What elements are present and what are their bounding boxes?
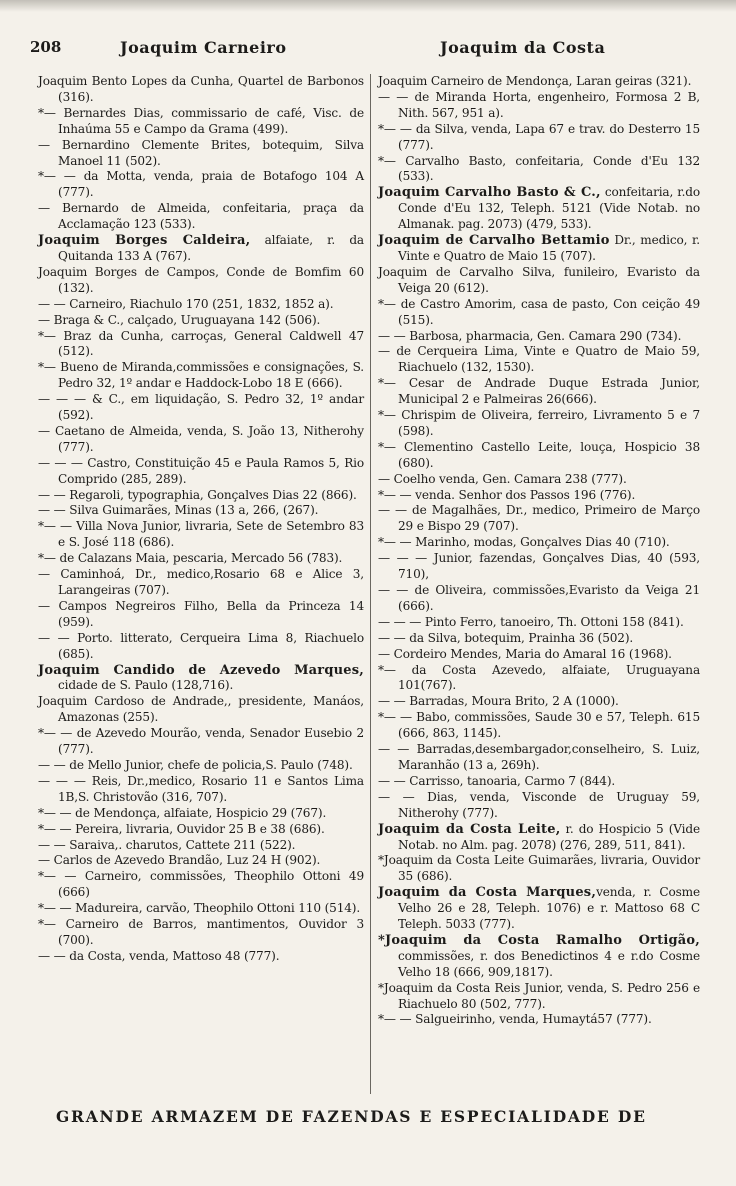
entry-text: *— Carvalho Basto, confeitaria, Conde d'Eu 132 (533). <box>378 153 700 184</box>
entry-text: — — Silva Guimarães, Minas (13 a, 266, (267). <box>38 503 319 518</box>
entry-text: *— — venda. Senhor dos Passos 196 (776). <box>378 487 636 502</box>
directory-entry <box>378 583 700 615</box>
entry-text: — — Dias, venda, Visconde de Uruguay 59, Nitherohy (777). <box>378 789 700 820</box>
directory-entry <box>38 74 364 106</box>
directory-entry <box>378 329 700 345</box>
right-running-head: Joaquim da Costa <box>440 38 606 57</box>
entry-text: *— Carneiro de Barros, mantimentos, Ouvidor 3 (700). <box>38 917 364 947</box>
directory-entry <box>38 138 364 170</box>
directory-entry <box>38 774 364 806</box>
directory-entry <box>378 440 700 472</box>
directory-entry <box>38 265 364 297</box>
directory-entry <box>378 408 700 440</box>
entry-text: — — — Junior, fazendas, Gonçalves Dias, 40 (593, 710), <box>378 551 700 582</box>
entry-text: — — de Oliveira, commissões,Evaristo da Veiga 21 (666). <box>378 583 700 613</box>
page-header <box>30 38 720 62</box>
entry-text: *— da Costa Azevedo, alfaiate, Uruguayana 101(767). <box>378 662 700 693</box>
directory-entry <box>378 853 700 885</box>
directory-entry <box>378 790 700 822</box>
entry-text: *— — Pereira, livraria, Ouvidor 25 B e 38 (686). <box>38 821 325 836</box>
entry-text: *— — da Silva, venda, Lapa 67 e trav. do Desterro 15 (777). <box>378 121 700 152</box>
entry-text: *— — Villa Nova Junior, livraria, Sete de Setembro 83 e S. José 118 (686). <box>38 519 364 550</box>
entry-text: *— Cesar de Andrade Duque Estrada Junior, Municipal 2 e Palmeiras 26(666). <box>378 376 700 407</box>
directory-entry <box>38 726 364 758</box>
entry-text: — — de Magalhães, Dr., medico, Primeiro de Março 29 e Bispo 29 (707). <box>378 503 700 534</box>
directory-entry <box>378 981 700 1013</box>
directory-entry <box>378 472 700 488</box>
directory-entry <box>38 631 364 663</box>
entry-text: *— — Carneiro, commissões, Theophilo Ottoni 49 (666) <box>38 869 364 900</box>
directory-entry <box>378 122 700 154</box>
entry-text: *Joaquim da Costa Reis Junior, venda, S. Pedro 256 e Riachuelo 80 (502, 777). <box>378 980 700 1011</box>
directory-entry <box>378 503 700 535</box>
entry-text: — — — Pinto Ferro, tanoeiro, Th. Ottoni 158 (841). <box>378 614 684 629</box>
directory-entry <box>38 488 364 504</box>
directory-entry <box>38 838 364 854</box>
entry-text: *— — Marinho, modas, Gonçalves Dias 40 (710). <box>378 535 670 550</box>
directory-entry <box>38 822 364 838</box>
directory-entry <box>378 90 700 122</box>
directory-entry <box>38 313 364 329</box>
directory-entry <box>38 853 364 869</box>
entry-text: — — Barbosa, pharmacia, Gen. Camara 290 (734). <box>378 328 682 343</box>
entry-text: — — Barradas,desembargador,conselheiro, S. Luiz, Maranhão (13 a, 269h). <box>378 742 700 772</box>
entry-text: *— Braz da Cunha, carroças, General Caldwell 47 (512). <box>38 328 364 359</box>
left-running-head: Joaquim Carneiro <box>120 38 287 57</box>
directory-entry <box>378 551 700 583</box>
directory-entry <box>378 376 700 408</box>
entry-text: *— — Babo, commissões, Saude 30 e 57, Teleph. 615 (666, 863, 1145). <box>378 710 700 741</box>
directory-entry <box>38 169 364 201</box>
directory-entry <box>38 297 364 313</box>
entry-text: — — — Castro, Constituição 45 e Paula Ramos 5, Rio Comprido (285, 289). <box>38 455 364 486</box>
entry-text: *— Clementino Castello Leite, louça, Hospicio 38 (680). <box>378 439 700 470</box>
entry-text: — — Barradas, Moura Brito, 2 A (1000). <box>378 694 619 709</box>
entry-text: confeitaria, r.do Conde d'Eu 132, Teleph. 5121 (Vide Notab. no Almanak. pag. 2073) (479, 533). <box>398 185 700 232</box>
directory-entry <box>378 710 700 742</box>
directory-entry <box>38 106 364 138</box>
entry-text: — de Cerqueira Lima, Vinte e Quatro de Maio 59, Riachuelo (132, 1530). <box>378 344 700 375</box>
directory-entry <box>378 647 700 663</box>
entry-text: Joaquim Bento Lopes da Cunha, Quartel de Barbonos (316). <box>38 74 364 104</box>
entry-text: — — Saraiva,. charutos, Cattete 211 (522). <box>38 837 296 852</box>
directory-entry <box>378 74 700 90</box>
directory-entry <box>38 917 364 949</box>
entry-text: alfaiate, r. da Quitanda 133 A (767). <box>58 233 364 263</box>
footer-banner: GRANDE ARMAZEM DE FAZENDAS E ESPECIALIDADE DE <box>56 1107 647 1126</box>
entry-text: *— — Madureira, carvão, Theophilo Ottoni 110 (514). <box>38 901 361 916</box>
entry-text: commissões, r. dos Benedictinos 4 e r.do Cosme Velho 18 (666, 909,1817). <box>398 948 700 979</box>
directory-entry <box>38 519 364 551</box>
entry-text: — — de Miranda Horta, engenheiro, Formosa 2 B, Nith. 567, 951 a). <box>378 89 700 120</box>
directory-entry <box>378 1012 700 1028</box>
entry-name-bold: *Joaquim da Costa Ramalho Ortigão, <box>378 932 700 948</box>
entry-name-bold: Joaquim Borges Caldeira, <box>38 233 251 249</box>
directory-entry <box>38 806 364 822</box>
entry-name-bold: Joaquim Carvalho Basto & C., <box>378 185 601 201</box>
entry-text: — — — & C., em liquidação, S. Pedro 32, 1º andar (592). <box>38 392 364 423</box>
entry-text: — — Carrisso, tanoaria, Carmo 7 (844). <box>378 773 616 788</box>
entry-text: — Bernardo de Almeida, confeitaria, praça da Acclamação 123 (533). <box>38 201 364 232</box>
entry-text: *— Chrispim de Oliveira, ferreiro, Livramento 5 e 7 (598). <box>378 408 700 438</box>
directory-entry <box>38 424 364 456</box>
entry-text: cidade de S. Paulo (128,716). <box>58 678 234 693</box>
directory-entry <box>38 551 364 567</box>
entry-text: — — da Costa, venda, Mattoso 48 (777). <box>38 948 280 963</box>
entry-text: *Joaquim da Costa Leite Guimarães, livraria, Ouvidor 35 (686). <box>378 853 700 884</box>
directory-entry <box>38 201 364 233</box>
directory-entry <box>378 774 700 790</box>
entry-name-bold: Joaquim Candido de Azevedo Marques, <box>38 662 364 678</box>
directory-entry <box>38 503 364 519</box>
entry-text: — Cordeiro Mendes, Maria do Amaral 16 (1968). <box>378 646 672 661</box>
directory-entry <box>38 663 364 695</box>
entry-text: *— — Salgueirinho, venda, Humaytá57 (777). <box>378 1012 652 1027</box>
directory-entry <box>38 392 364 424</box>
directory-entry <box>38 567 364 599</box>
directory-entry <box>378 265 700 297</box>
entry-name-bold: Joaquim de Carvalho Bettamio <box>378 233 610 249</box>
entry-text: *— Bernardes Dias, commissario de café, Visc. de Inhaúma 55 e Campo da Grama (499). <box>38 105 364 136</box>
directory-entry <box>38 233 364 265</box>
entry-text: — — Regaroli, typographia, Gonçalves Dias 22 (866). <box>38 487 357 502</box>
entry-name-bold: Joaquim da Costa Marques, <box>378 885 597 901</box>
entry-text: Joaquim de Carvalho Silva, funileiro, Evaristo da Veiga 20 (612). <box>378 264 700 295</box>
directory-entry <box>38 456 364 488</box>
entry-text: — — de Mello Junior, chefe de policia,S. Paulo (748). <box>38 757 353 772</box>
directory-entry <box>38 360 364 392</box>
entry-text: — Campos Negreiros Filho, Bella da Princeza 14 (959). <box>38 598 364 629</box>
directory-entry <box>378 154 700 186</box>
directory-entry <box>38 901 364 917</box>
directory-entry <box>378 535 700 551</box>
directory-entry <box>378 615 700 631</box>
directory-entry <box>38 694 364 726</box>
directory-entry <box>38 758 364 774</box>
entry-text: *— de Calazans Maia, pescaria, Mercado 56 (783). <box>38 551 343 566</box>
directory-entry <box>378 742 700 774</box>
entry-text: — Caminhoá, Dr., medico,Rosario 68 e Alice 3, Larangeiras (707). <box>38 567 364 597</box>
entry-text: — — Carneiro, Riachulo 170 (251, 1832, 1852 a). <box>38 296 334 311</box>
directory-entry <box>378 663 700 695</box>
entry-text: *— — da Motta, venda, praia de Botafogo 104 A (777). <box>38 169 364 200</box>
entry-text: *— Bueno de Miranda,commissões e consignações, S. Pedro 32, 1º andar e Haddock-Lobo 18 E (666). <box>38 360 364 391</box>
directory-entry <box>378 933 700 981</box>
directory-entry <box>378 822 700 854</box>
left-column <box>38 74 364 965</box>
directory-entry <box>38 869 364 901</box>
entry-text: Joaquim Borges de Campos, Conde de Bomfim 60 (132). <box>38 264 364 295</box>
entry-text: — — da Silva, botequim, Prainha 36 (502). <box>378 630 634 645</box>
directory-entry <box>378 694 700 710</box>
entry-text: *— — de Azevedo Mourão, venda, Senador Eusebio 2 (777). <box>38 726 364 757</box>
directory-entry <box>378 297 700 329</box>
directory-entry <box>378 885 700 933</box>
directory-entry <box>378 344 700 376</box>
entry-text: Dr., medico, r. Vinte e Quatro de Maio 15 (707). <box>398 233 700 263</box>
directory-entry <box>378 233 700 265</box>
entry-text: *— de Castro Amorim, casa de pasto, Con ceição 49 (515). <box>378 296 700 327</box>
entry-text: — — — Reis, Dr.,medico, Rosario 11 e Santos Lima 1B,S. Christovão (316, 707). <box>38 773 364 804</box>
entry-text: — — Porto. litterato, Cerqueira Lima 8, Riachuelo (685). <box>38 630 364 661</box>
entry-text: — Carlos de Azevedo Brandão, Luz 24 H (902). <box>38 853 321 868</box>
right-column <box>378 74 700 1028</box>
entry-text: *— — de Mendonça, alfaiate, Hospicio 29 (767). <box>38 805 327 820</box>
entry-text: — Bernardino Clemente Brites, botequim, Silva Manoel 11 (502). <box>38 137 364 168</box>
directory-entry <box>378 631 700 647</box>
directory-entry <box>38 329 364 361</box>
entry-name-bold: Joaquim da Costa Leite, <box>378 821 561 837</box>
page-number: 208 <box>30 38 62 56</box>
entry-text: — Braga & C., calçado, Uruguayana 142 (506). <box>38 312 321 327</box>
directory-entry <box>378 488 700 504</box>
directory-entry <box>38 599 364 631</box>
entry-text: — Coelho venda, Gen. Camara 238 (777). <box>378 471 627 486</box>
entry-text: Joaquim Carneiro de Mendonça, Laran geiras (321). <box>378 74 692 88</box>
entry-text: — Caetano de Almeida, venda, S. João 13, Nitherohy (777). <box>38 423 364 454</box>
column-divider <box>370 74 371 1094</box>
entry-text: Joaquim Cardoso de Andrade,, presidente, Manáos, Amazonas (255). <box>38 694 364 725</box>
entry-text: venda, r. Cosme Velho 26 e 28, Teleph. 1076) e r. Mattoso 68 C Teleph. 5033 (777). <box>398 885 700 932</box>
directory-entry <box>378 185 700 233</box>
scan-edge <box>0 0 736 12</box>
directory-entry <box>38 949 364 965</box>
entry-text: r. do Hospicio 5 (Vide Notab. no Alm. pag. 2078) (276, 289, 511, 841). <box>398 821 700 852</box>
